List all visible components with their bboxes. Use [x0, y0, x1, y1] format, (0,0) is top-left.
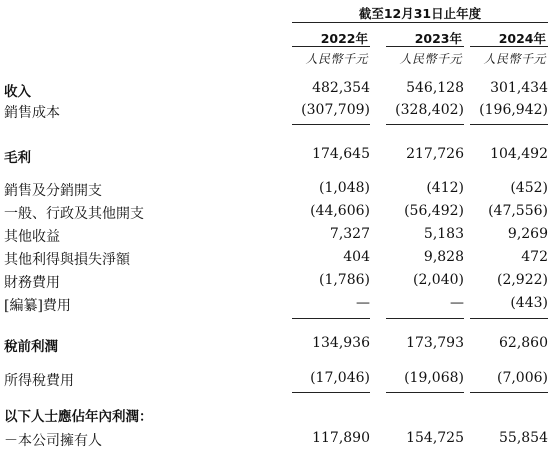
row-label: 毛利: [4, 150, 31, 166]
subtotal-rule: [292, 392, 370, 393]
table-row-redacted-expenses: [0, 295, 550, 315]
table-row-other-gains-losses: [0, 249, 550, 269]
row-value-2022: —: [356, 295, 370, 311]
row-label: 財務費用: [4, 275, 60, 291]
row-label: 其他利得與損失淨額: [4, 252, 130, 268]
table-row-other-income: [0, 226, 550, 246]
row-value-2024: 55,854: [499, 430, 548, 446]
row-value-2022: (44,606): [310, 203, 370, 219]
year-header-2024: 2024年: [498, 31, 546, 46]
row-value-2023: 5,183: [423, 226, 464, 242]
unit-label-2024: 人民幣千元: [483, 52, 546, 66]
subtotal-rule: [386, 318, 464, 319]
unit-label-2022: 人民幣千元: [305, 52, 368, 66]
row-label: [編纂]費用: [4, 298, 71, 314]
table-row-gross-profit: [0, 146, 550, 166]
table-row-admin-expenses: [0, 203, 550, 223]
table-row-profit-before-tax: [0, 335, 550, 355]
subtotal-rule: [470, 392, 548, 393]
row-value-2024: (452): [510, 180, 548, 196]
row-label: 一般、行政及其他開支: [4, 206, 144, 222]
row-label: －本公司擁有人: [4, 433, 102, 449]
year-rule-2022: [292, 46, 370, 47]
table-row-owners-of-company: [0, 430, 550, 450]
table-row-selling-expenses: [0, 180, 550, 200]
row-value-2023: 546,128: [406, 80, 464, 96]
year-rule-2024: [470, 46, 548, 47]
row-label: 銷售成本: [4, 105, 60, 121]
row-value-2024: (196,942): [479, 102, 548, 118]
row-value-2023: 173,793: [406, 335, 464, 351]
row-value-2024: (443): [510, 295, 548, 311]
row-value-2023: 217,726: [406, 146, 464, 162]
row-value-2023: —: [450, 295, 464, 311]
row-value-2022: 482,354: [312, 80, 370, 96]
row-label: 以下人士應佔年內利潤：: [4, 409, 153, 425]
row-value-2023: (2,040): [412, 272, 464, 288]
row-value-2022: 404: [343, 249, 370, 265]
subtotal-rule: [292, 124, 370, 125]
row-value-2022: 134,936: [312, 335, 370, 351]
row-value-2022: (1,786): [318, 272, 370, 288]
table-row-revenue: [0, 80, 550, 100]
row-label: 收入: [4, 84, 31, 100]
row-label: 銷售及分銷開支: [4, 183, 102, 199]
row-value-2024: 472: [521, 249, 548, 265]
row-value-2024: 104,492: [490, 146, 548, 162]
row-value-2023: (56,492): [404, 203, 464, 219]
row-label: 其他收益: [4, 229, 60, 245]
row-value-2024: 9,269: [507, 226, 548, 242]
row-value-2022: 117,890: [312, 430, 370, 446]
row-label: 稅前利潤: [4, 339, 58, 355]
row-value-2023: (19,068): [404, 370, 464, 386]
row-value-2023: 9,828: [423, 249, 464, 265]
subtotal-rule: [470, 318, 548, 319]
table-row-cost-of-sales: [0, 102, 550, 122]
row-value-2024: (7,006): [496, 370, 548, 386]
subtotal-rule: [386, 392, 464, 393]
subtotal-rule: [292, 318, 370, 319]
row-value-2024: (47,556): [488, 203, 548, 219]
row-value-2024: 62,860: [499, 335, 548, 351]
table-row-finance-costs: [0, 272, 550, 292]
row-value-2024: (2,922): [496, 272, 548, 288]
row-value-2022: 7,327: [329, 226, 370, 242]
period-rule: [292, 22, 548, 23]
period-header: 截至12月31日止年度: [358, 6, 482, 21]
row-value-2022: 174,645: [312, 146, 370, 162]
row-value-2022: (17,046): [310, 370, 370, 386]
row-value-2022: (307,709): [301, 102, 370, 118]
table-row-attributable-heading: [0, 405, 550, 425]
subtotal-rule: [470, 124, 548, 125]
year-header-2022: 2022年: [320, 31, 368, 46]
table-row-income-tax: [0, 370, 550, 390]
row-value-2023: 154,725: [406, 430, 464, 446]
subtotal-rule: [386, 124, 464, 125]
unit-label-2023: 人民幣千元: [399, 52, 462, 66]
year-header-2023: 2023年: [414, 31, 462, 46]
row-value-2023: (328,402): [395, 102, 464, 118]
year-rule-2023: [386, 46, 464, 47]
row-value-2022: (1,048): [318, 180, 370, 196]
row-value-2024: 301,434: [490, 80, 548, 96]
row-label: 所得稅費用: [4, 373, 74, 389]
row-value-2023: (412): [426, 180, 464, 196]
